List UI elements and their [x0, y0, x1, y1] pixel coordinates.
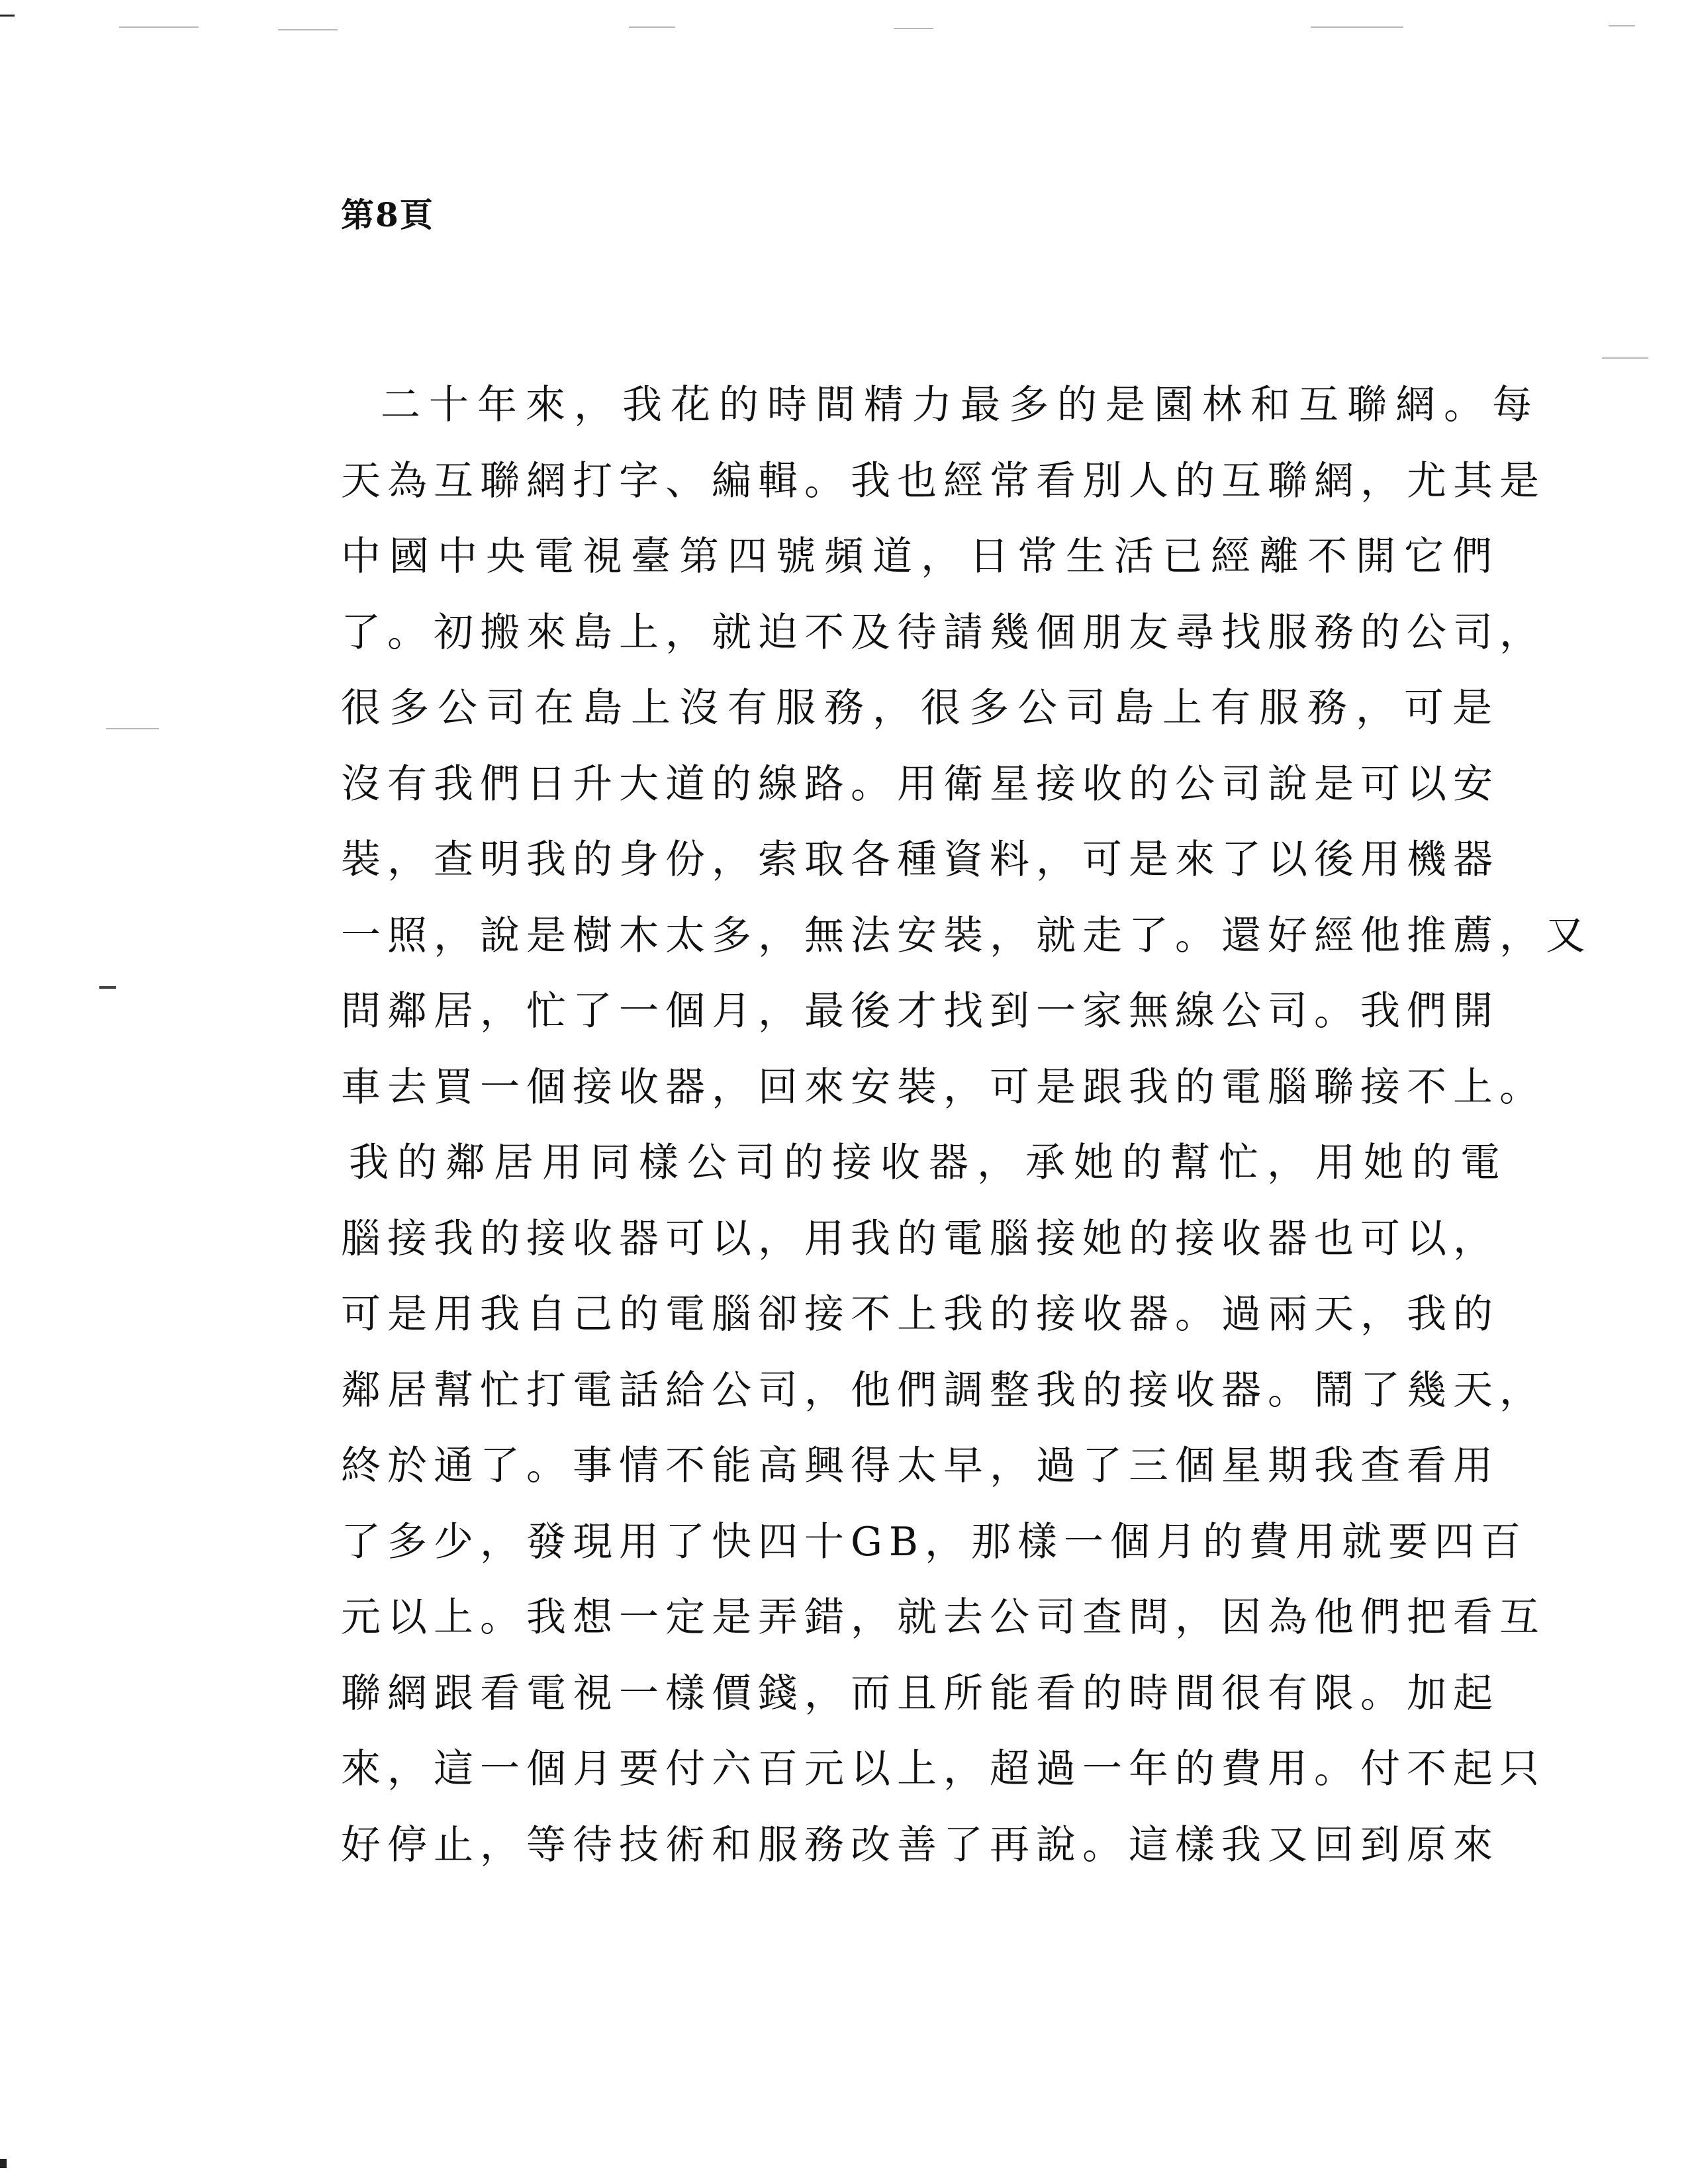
scan-speck — [106, 728, 159, 729]
scan-speck — [1311, 26, 1403, 28]
paragraph-line: 了多少，發現用了快四十GB，那樣一個月的費用就要四百 — [341, 1518, 1528, 1565]
scan-mark — [0, 2159, 7, 2168]
scan-speck — [119, 26, 199, 28]
paragraph-line: 天為互聯網打字、編輯。我也經常看別人的互聯網，尤其是 — [341, 457, 1546, 504]
paragraph-line: 好停止，等待技術和服務改善了再說。這樣我又回到原來 — [341, 1821, 1499, 1868]
scan-speck — [99, 986, 116, 989]
paragraph-line: 終於通了。事情不能高興得太早，過了三個星期我查看用 — [341, 1443, 1499, 1489]
scan-speck — [894, 28, 933, 29]
paragraph-line: 二十年來，我花的時間精力最多的是園林和互聯網。每 — [381, 382, 1540, 428]
paragraph-line: 問鄰居，忙了一個月，最後才找到一家無線公司。我們開 — [341, 988, 1499, 1034]
paragraph-line: 車去買一個接收器，回來安裝，可是跟我的電腦聯接不上。 — [341, 1064, 1546, 1111]
paragraph-line: 裝，查明我的身份，索取各種資料，可是來了以後用機器 — [341, 837, 1499, 883]
scan-speck — [629, 26, 675, 28]
paragraph-line: 鄰居幫忙打電話給公司，他們調整我的接收器。鬧了幾天， — [341, 1367, 1546, 1414]
scan-speck — [1602, 357, 1648, 359]
paragraph-line: 一照，說是樹木太多，無法安裝，就走了。還好經他推薦，又 — [341, 912, 1592, 959]
paragraph-line: 我的鄰居用同樣公司的接收器，承她的幫忙，用她的電 — [349, 1140, 1509, 1186]
paragraph-line: 元以上。我想一定是弄錯，就去公司查問，因為他們把看互 — [341, 1594, 1546, 1641]
paragraph-line: 可是用我自己的電腦卻接不上我的接收器。過兩天，我的 — [341, 1291, 1499, 1338]
scan-speck — [278, 29, 338, 30]
scan-mark — [0, 15, 15, 17]
paragraph-line: 沒有我們日升大道的線路。用衛星接收的公司說是可以安 — [341, 760, 1499, 807]
paragraph-line: 了。初搬來島上，就迫不及待請幾個朋友尋找服務的公司， — [341, 609, 1546, 656]
paragraph — [341, 367, 1592, 1883]
page-number: 第8頁 — [341, 195, 434, 234]
paragraph-line: 中國中央電視臺第四號頻道，日常生活已經離不開它們 — [341, 533, 1501, 580]
paragraph-line: 很多公司在島上沒有服務，很多公司島上有服務，可是 — [341, 685, 1501, 731]
paragraph-line: 聯網跟看電視一樣價錢，而且所能看的時間很有限。加起 — [341, 1670, 1499, 1717]
paragraph-line: 腦接我的接收器可以，用我的電腦接她的接收器也可以， — [341, 1215, 1499, 1262]
paragraph-line: 來，這一個月要付六百元以上，超過一年的費用。付不起只 — [341, 1746, 1546, 1792]
scan-speck — [1609, 25, 1635, 26]
